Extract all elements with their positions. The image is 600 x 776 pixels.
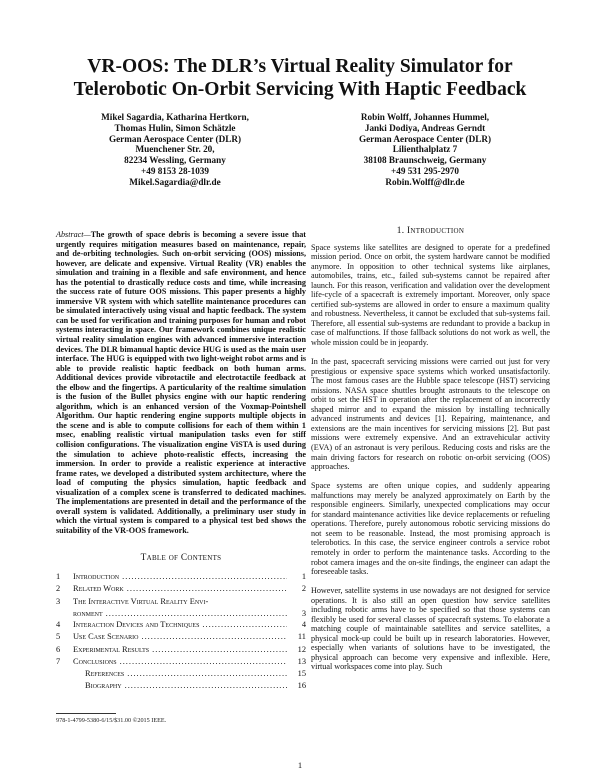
toc-entry-continuation[interactable]: ronment ..... 3: [56, 608, 306, 619]
author-phone: +49 531 295-2970: [390, 165, 459, 176]
copyright-footnote: 978-1-4799-5380-6/15/$31.00 ©2015 IEEE.: [56, 717, 167, 724]
author-city: 38108 Braunschweig, Germany: [363, 155, 487, 166]
toc-entry[interactable]: 4 Interaction Devices and Techniques ..... 4: [56, 619, 306, 631]
author-names-2: Janki Dodiya, Andreas Gerndt: [364, 122, 486, 133]
footnote-rule: [56, 713, 116, 714]
toc-heading: Table of Contents: [140, 552, 222, 563]
author-phone: +49 8153 28-1039: [140, 165, 209, 176]
toc-entry[interactable]: References ..... 15: [56, 668, 306, 680]
author-block-right: [310, 112, 540, 188]
left-column: [56, 230, 306, 693]
author-names-1: Mikel Sagardia, Katharina Hertkorn,: [101, 112, 249, 122]
paper-title: [30, 55, 570, 101]
title-line-2: Telerobotic On-Orbit Servicing With Haptic Feedback: [73, 79, 527, 100]
toc-entry[interactable]: 1 Introduction ..... 1: [56, 571, 306, 583]
right-column: [311, 226, 550, 682]
abstract-label: Abstract—: [56, 230, 91, 239]
author-email[interactable]: Robin.Wolff@dlr.de: [385, 176, 465, 187]
toc-entry[interactable]: 2 Related Work ..... 2: [56, 583, 306, 595]
toc-entry[interactable]: 5 Use Case Scenario ..... 11: [56, 631, 306, 643]
author-names-1: Robin Wolff, Johannes Hummel,: [360, 112, 490, 122]
paragraph: Space systems are often unique copies, and suddenly appearing malfunctions may merely be analyzed approximately on Earth by the responsible engineers. Similarly, unexpected complications may occur for standard maintenance activities like device replacements or refueling operations. Therefore, purely autonomous robotic servicing missions do not seem to be reasonable. Instead, the most promising approach is telerobotics. In this case, the service engineer controls a service robot remotely in order to perform the maintenance tasks. According to the robot camera images and the on-site findings, the engineer can adapt the foreseeable tasks.: [311, 481, 550, 577]
section-heading-introduction: 1. Introduction: [396, 226, 465, 236]
table-of-contents: [56, 571, 306, 693]
author-block-left: [60, 112, 290, 188]
abstract-text: The growth of space debris is becoming a severe issue that urgently requires mitigation measures based on maintenance, repair, and de-orbiting technologies. Such on-orbit servicing (OOS) missions, however, are delicate and expensive. Virtual Reality (VR) enables the simulation and training in a flexible and safe environment, and hence has the potential to drastically reduce costs and time, while increasing the success rate of future OOS missions. This paper presents a highly immersive VR system with which satellite maintenance procedures can be simulated interactively using visual and haptic feedback. The system can be used for verification and training purposes for human and robot systems interacting in space. Our framework combines unique realistic virtual reality simulation engines with advanced immersive interaction devices. The DLR bimanual haptic device HUG is used as the main user interface. The HUG is equipped with two light-weight robot arms and is able to provide realistic haptic feedback on both human arms. Additional devices provide vibrotactile and electrotactile feedback at the elbow and the fingertips. A particularity of the realtime simulation is the fusion of the Bullet physics engine with our haptic rendering algorithm, which is an enhanced version of the Voxmap-Pointshell Algorithm. Our haptic rendering engine supports multiple objects in the scene and is able to compute collisions for each of them within 1 msec, enabling realistic virtual manipulation tasks even for stiff collision configurations. The visualization engine ViSTA is used during the simulation to achieve photo-realistic effects, increasing the immersion. In order to provide a realistic experience at interactive frame rates, we developed a distributed system architecture, where the load of computing the physics simulation, haptic feedback and visualization of a complex scene is transferred to dedicated machines. The implementations are presented in detail and the performance of the overall system is validated. Additionally, a preliminary user study in which the virtual system is compared to a physical test bed shows the suitability of the VR-OOS framework.: [56, 230, 306, 535]
toc-entry[interactable]: 7 Conclusions ..... 13: [56, 656, 306, 668]
paragraph: Space systems like satellites are designed to operate for a predefined mission period. Once on orbit, the system hardware cannot be modified anymore. In opposition to other technical systems like airplanes, automobiles, trains, etc., failed sub-systems cannot be repaired after launch. For this reason, verification and validation over the development life-cycle of a spacecraft is extremely important. Moreover, only space certified sub-systems are allowed in order to ensure a maximum quality and robustness. Nevertheless, it cannot be excluded that sub-systems fail. Therefore, all essential sub-systems are redundant to provide a backup in case of malfunctions. If those fallback solutions do not work as well, the whole mission could be in jeopardy.: [311, 242, 550, 348]
toc-entry[interactable]: 6 Experimental Results ..... 12: [56, 644, 306, 656]
author-affiliation: German Aerospace Center (DLR): [108, 133, 242, 144]
paragraph: However, satellite systems in use nowadays are not designed for service operations. It is also still an open question how service satellites including robotic arms have to be specified so that those systems can flexibly be used for several classes of spacecraft systems. To elaborate a matching couple of maintainable satellites and service satellites, a physical mock-up could be built up in research laboratories. However, especially when variants of solutions have to be investigated, the physical approach can become very expensive and inflexible. Here, virtual workspaces come into play. Such: [311, 586, 550, 672]
author-city: 82234 Wessling, Germany: [124, 155, 226, 166]
abstract: [56, 230, 306, 536]
toc-entry[interactable]: Biography ..... 16: [56, 680, 306, 692]
author-email[interactable]: Mikel.Sagardia@dlr.de: [129, 176, 221, 187]
page-number: 1: [297, 760, 303, 770]
author-names-2: Thomas Hulin, Simon Schätzle: [114, 122, 236, 133]
author-affiliation: German Aerospace Center (DLR): [358, 133, 492, 144]
author-street: Lilienthalplatz 7: [392, 144, 458, 155]
paragraph: In the past, spacecraft servicing missions were carried out just for very prestigious or expensive space systems which worked unsatisfactorily. The most famous cases are the Hubble space telescope (HST) servicing missions. NASA space shuttles brought astronauts to the telescope on orbit to set the HST in operation after the replacement of an incorrectly shaped mirror and to expand the mission by installing technically advanced instruments and devices [1]. Repairing, maintenance, and extensions are the main incentives for servicing missions [2]. But past missions were extremely expensive. And an extravehicular activity (EVA) of an astronaut is very perilous. Reducing costs and risks are the main driving factors for research on robotic on-orbit servicing (OOS) approaches.: [311, 357, 550, 472]
toc-entry[interactable]: 3 The Interactive Virtual Reality Envi-: [56, 596, 209, 606]
author-street: Muenchener Str. 20,: [135, 144, 215, 155]
title-line-1: VR-OOS: The DLR’s Virtual Reality Simulator for: [87, 56, 513, 77]
